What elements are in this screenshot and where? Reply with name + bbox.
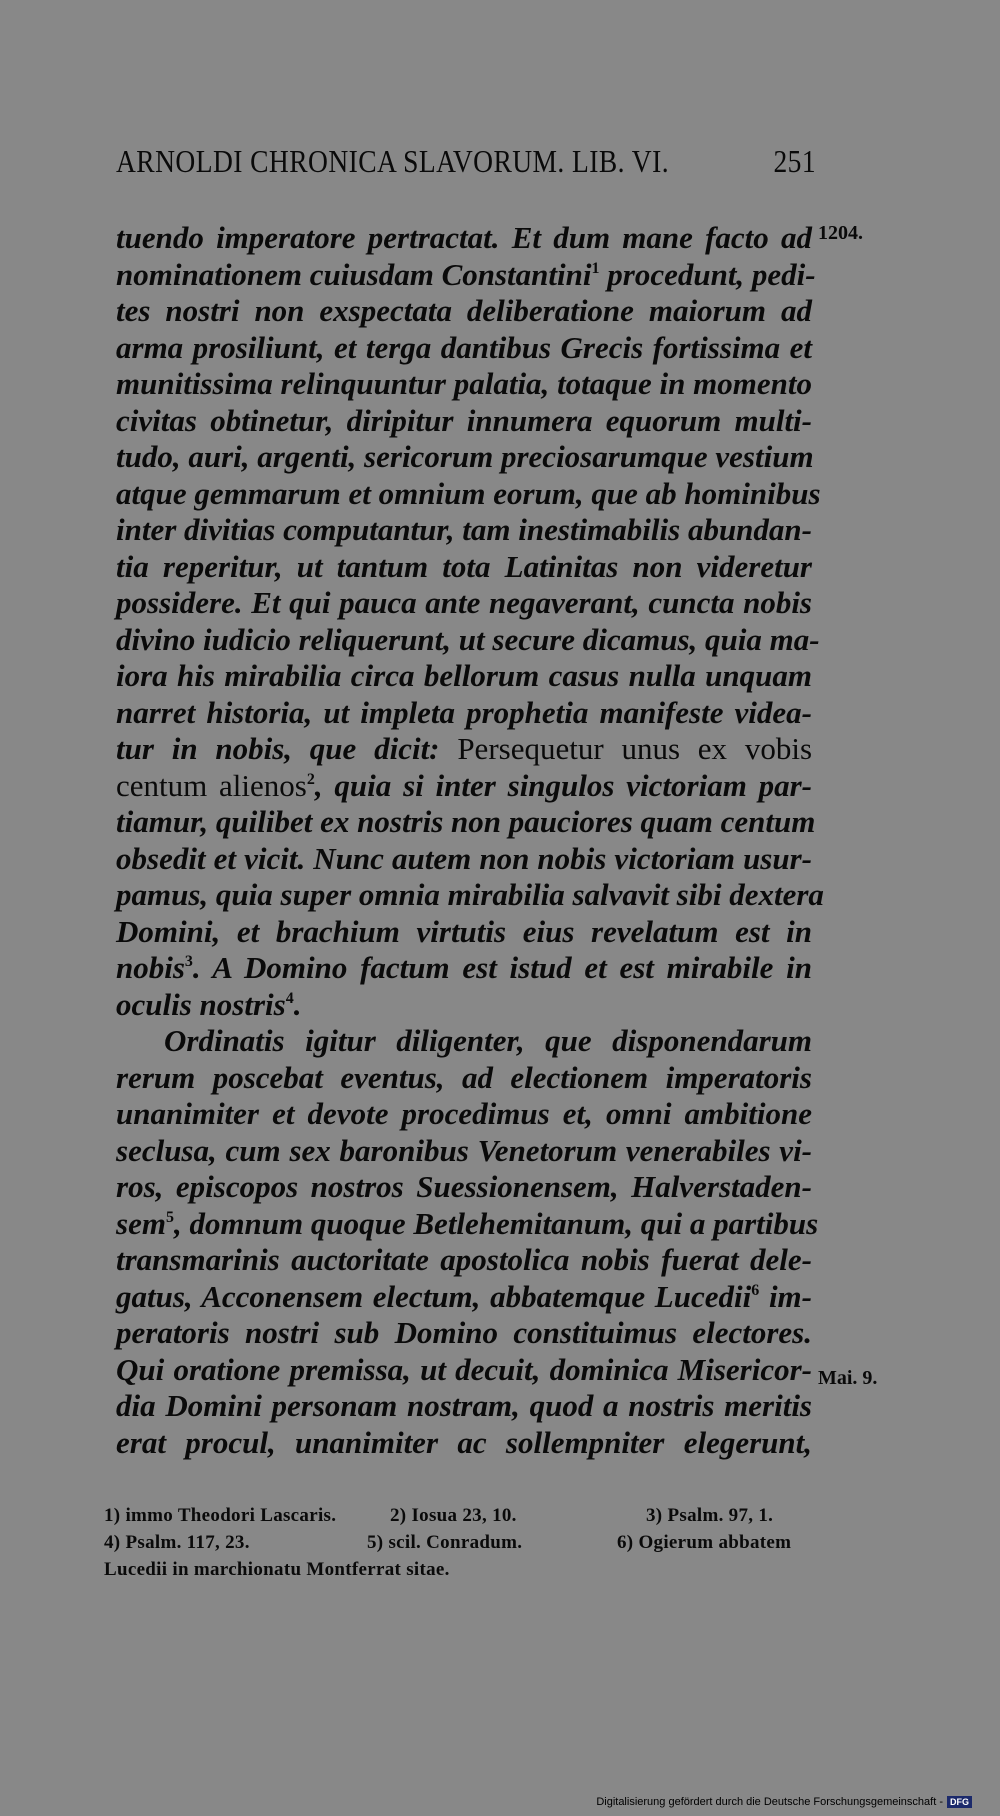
text-line: divino iudicio reliquerunt, ut secure dicamus, quia ma- xyxy=(116,621,820,657)
text-line: Qui oratione premissa, ut decuit, dominica Misericor- xyxy=(116,1351,812,1387)
footnote-ref: 6 xyxy=(751,1281,760,1299)
credit-text: Digitalisierung gefördert durch die Deutsche Forschungsgemeinschaft - xyxy=(596,1796,943,1808)
page-number: 251 xyxy=(773,143,817,179)
text-line: peratoris nostri sub Domino constituimus electores. xyxy=(116,1315,812,1350)
footnote: 1) immo Theodori Lascaris. xyxy=(104,1505,337,1526)
text-line: sem$^5$, domnum quoque Betlehemitanum, qui a partibus xyxy=(116,1205,819,1241)
text-line: ros, episcopos nostros Suessionensem, Halverstaden- xyxy=(116,1169,812,1204)
text-line: erat procul, unanimiter ac sollempniter elegerunt, xyxy=(116,1424,812,1460)
footnote-line xyxy=(104,1529,816,1556)
quotation: centum alienos xyxy=(116,767,307,803)
text-line: seclusa, cum sex baronibus Venetorum venerabiles vi- xyxy=(116,1132,812,1168)
footnote-ref: 2 xyxy=(306,770,315,788)
text-line: obsedit et vicit. Nunc autem non nobis victoriam usur- xyxy=(116,840,812,876)
text-line: tur in nobis, que dicit: Persequetur unus ex vobis xyxy=(116,731,813,766)
footnote: 4) Psalm. 117, 23. xyxy=(104,1532,250,1553)
digitization-credit xyxy=(596,1796,972,1808)
dfg-logo-icon: DFG xyxy=(947,1796,972,1808)
running-head xyxy=(116,143,816,180)
text-line: iora his mirabilia circa bellorum casus nulla unquam xyxy=(116,658,812,693)
text-line: nobis$^3$. A Domino factum est istud et est mirabile in xyxy=(116,950,812,985)
text-line: narret historia, ut impleta prophetia manifeste videa- xyxy=(116,694,812,730)
footnote: 2) Iosua 23, 10. xyxy=(390,1505,517,1526)
text-line: unanimiter et devote procedimus et, omni ambitione xyxy=(116,1096,812,1131)
footnote-ref: 1 xyxy=(591,259,600,277)
text-line: oculis nostris$^4$. xyxy=(116,986,302,1022)
text-line: nominationem cuiusdam Constantini$^1$ procedunt, pedi- xyxy=(116,256,816,292)
footnote-line xyxy=(104,1502,816,1529)
text-line: civitas obtinetur, diripitur innumera equorum multi- xyxy=(116,402,812,438)
footnote-ref: 4 xyxy=(285,989,294,1007)
text-line: rerum poscebat eventus, ad electionem imperatoris xyxy=(116,1059,812,1095)
text-line: possidere. Et qui pauca ante negaverant, cuncta nobis xyxy=(116,585,812,620)
margin-note-date: Mai. 9. xyxy=(818,1367,878,1389)
text-line: inter divitias computantur, tam inestimabilis abundan- xyxy=(116,512,812,547)
footnote: 3) Psalm. 97, 1. xyxy=(646,1505,774,1526)
text-line: centum alienos$^2$, quia si inter singulos victoriam par- xyxy=(116,767,812,803)
footnotes xyxy=(104,1502,816,1583)
text-line: transmarinis auctoritate apostolica nobis fuerat dele- xyxy=(116,1242,812,1277)
footnote-ref: 3 xyxy=(184,953,193,970)
footnote: 6) Ogierum abbatem xyxy=(617,1532,792,1553)
text-line: tuendo imperatore pertractat. Et dum mane facto ad xyxy=(116,220,812,255)
text-line: Domini, et brachium virtutis eius revelatum est in xyxy=(116,913,812,949)
text-line: atque gemmarum et omnium eorum, que ab hominibus xyxy=(116,475,821,511)
text-line: dia Domini personam nostram, quod a nostris meritis xyxy=(116,1388,812,1423)
text-line: munitissima relinquuntur palatia, totaque in momento xyxy=(116,366,812,401)
text-line: tes nostri non exspectata deliberatione maiorum ad xyxy=(116,293,812,328)
text-line: Ordinatis igitur diligenter, que disponendarum xyxy=(164,1023,812,1058)
quotation: Persequetur unus ex vobis xyxy=(457,731,813,766)
text-line: tiamur, quilibet ex nostris non pauciores quam centum xyxy=(116,804,816,839)
text-line: gatus, Acconensem electum, abbatemque Lucedii$^6$ im- xyxy=(116,1278,812,1314)
footnote-ref: 5 xyxy=(165,1208,174,1226)
text-line: arma prosiliunt, et terga dantibus Grecis fortissima et xyxy=(116,329,812,365)
text-line: tudo, auri, argenti, sericorum preciosarumque vestium xyxy=(116,439,814,474)
body-text xyxy=(116,220,824,1461)
text-line: tia reperitur, ut tantum tota Latinitas non videretur xyxy=(116,548,812,584)
text-line: pamus, quia super omnia mirabilia salvavit sibi dextera xyxy=(116,877,824,912)
margin-note-year: 1204. xyxy=(818,222,863,244)
footnote: 5) scil. Conradum. xyxy=(367,1532,523,1553)
footnote: Lucedii in marchionatu Montferrat sitae. xyxy=(104,1559,450,1580)
running-head-title: ARNOLDI CHRONICA SLAVORUM. LIB. VI. xyxy=(116,143,670,179)
footnote-line xyxy=(104,1556,816,1583)
